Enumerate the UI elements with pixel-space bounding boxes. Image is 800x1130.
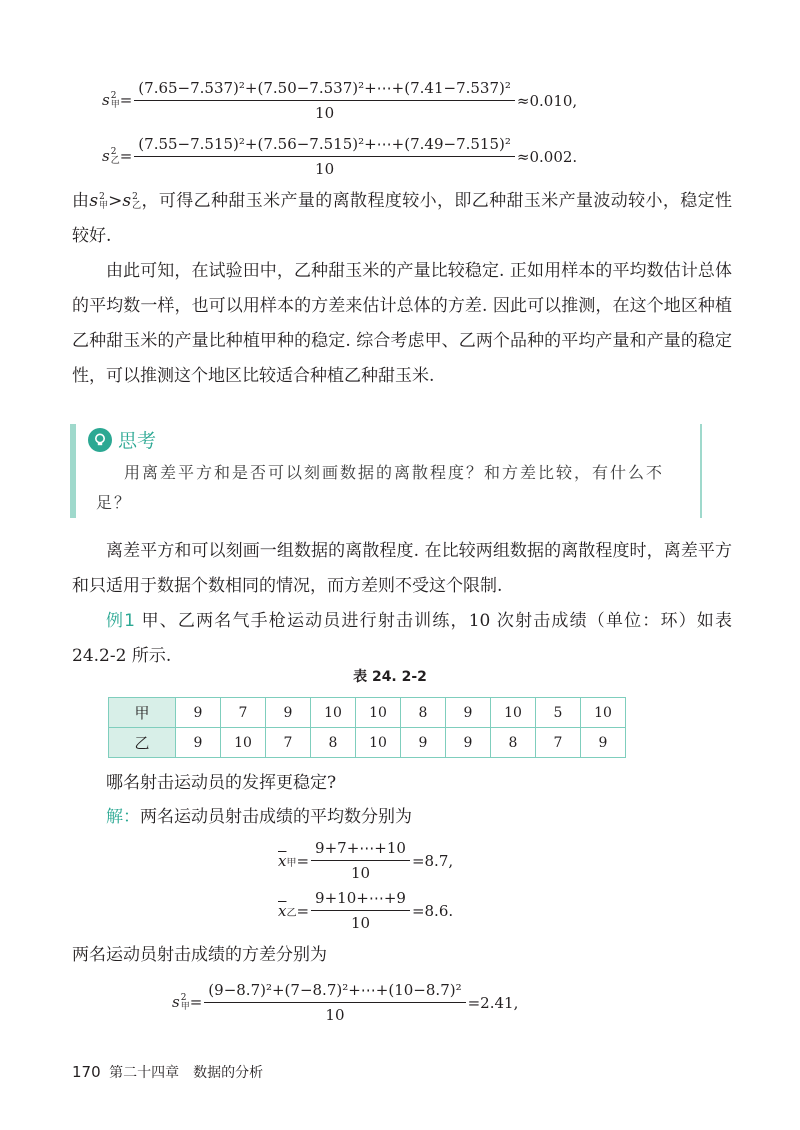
denominator: 10: [134, 156, 515, 179]
numerator: (7.65−7.537)²+(7.50−7.537)²+⋯+(7.41−7.537)²: [138, 79, 511, 97]
think-question: 用离差平方和是否可以刻画数据的离散程度？和方差比较，有什么不足？: [96, 463, 665, 512]
table-cell: 10: [581, 698, 626, 728]
answer-paragraph: 离差平方和可以刻画一组数据的离散程度. 在比较两组数据的离散程度时，离差平方和只适用于数据个数相同的情况，而方差则不受这个限制.: [72, 541, 732, 596]
subscript: 乙: [110, 156, 120, 166]
think-title: 思考: [118, 430, 157, 452]
lightbulb-icon: [88, 428, 112, 452]
formula-symbol: s: [102, 147, 110, 165]
chapter-title: 第二十四章 数据的分析: [109, 1065, 264, 1081]
equals-sign: =: [189, 993, 203, 1011]
solution-label: 解：: [106, 807, 140, 827]
solution-text: 两名运动员射击成绩的平均数分别为: [140, 807, 412, 827]
result: =8.6.: [411, 901, 454, 920]
question-text: 哪名射击运动员的发挥更稳定?: [106, 773, 337, 793]
page-footer: [72, 1062, 263, 1082]
result: ≈0.010,: [516, 91, 578, 110]
table-cell: 10: [356, 728, 401, 758]
table-cell: 9: [266, 698, 311, 728]
table-cell: 10: [356, 698, 401, 728]
denominator: 10: [311, 910, 410, 933]
table-row: [109, 698, 626, 728]
formula-symbol: s: [102, 91, 110, 109]
equals-sign: =: [119, 91, 133, 109]
example-text: 甲、乙两名气手枪运动员进行射击训练，10 次射击成绩（单位：环）如表 24.2-2 所示.: [72, 611, 732, 666]
fraction: [313, 888, 408, 933]
subscript: 甲: [180, 1002, 190, 1012]
superscript: 2: [180, 993, 187, 1003]
table-cell: 9: [446, 698, 491, 728]
subscript: 乙: [286, 907, 297, 919]
row-header: 甲: [109, 698, 176, 728]
subscript: 甲: [286, 857, 297, 869]
denominator: 10: [311, 860, 410, 883]
denominator: 10: [204, 1002, 465, 1025]
fraction: [136, 78, 513, 123]
table-cell: 10: [311, 698, 356, 728]
page-number: 170: [72, 1063, 101, 1081]
superscript: 2: [110, 147, 117, 157]
table-cell: 9: [581, 728, 626, 758]
table-cell: 9: [176, 728, 221, 758]
scores-table: [108, 697, 626, 758]
formula-symbol: s: [172, 993, 180, 1011]
solution-paragraph: [72, 800, 732, 835]
table-cell: 8: [401, 698, 446, 728]
variance-intro: 两名运动员射击成绩的方差分别为: [72, 945, 327, 965]
table-cell: 7: [536, 728, 581, 758]
table-cell: 7: [266, 728, 311, 758]
formula-symbol: $\overline{x}$: [278, 901, 287, 920]
formula-mean-yi: [278, 888, 453, 933]
formula-symbol: $\overline{x}$: [278, 851, 287, 870]
table-cell: 9: [176, 698, 221, 728]
equals-sign: =: [119, 147, 133, 165]
equals-sign: =: [296, 901, 310, 920]
superscript: 2: [110, 91, 117, 101]
table-cell: 5: [536, 698, 581, 728]
table-cell: 7: [221, 698, 266, 728]
formula-mean-jia: [278, 838, 453, 883]
subscript: 甲: [110, 100, 120, 110]
fraction: [206, 980, 463, 1025]
result: =2.41,: [467, 993, 519, 1012]
comparison-paragraph: 由s 2 甲 >s 2 乙 ，可得乙种甜玉米产量的离散程度较小，即乙种甜玉米产量波动较小，稳定性较好.: [72, 191, 733, 246]
formula-variance-shooter-jia: [172, 980, 518, 1025]
numerator: 9+10+⋯+9: [315, 889, 406, 907]
table-row: [109, 728, 626, 758]
formula-variance-yi: [102, 134, 577, 179]
row-header: 乙: [109, 728, 176, 758]
equals-sign: =: [296, 851, 310, 870]
table-caption: 表 24. 2-2: [353, 669, 427, 685]
table-cell: 10: [491, 698, 536, 728]
numerator: 9+7+⋯+10: [315, 839, 406, 857]
think-box: [70, 424, 702, 518]
example-label: 例1: [106, 611, 135, 631]
example-paragraph: [72, 604, 732, 674]
fraction: [313, 838, 408, 883]
formula-variance-jia: [102, 78, 577, 123]
table-cell: 9: [401, 728, 446, 758]
table-cell: 9: [446, 728, 491, 758]
table-cell: 8: [491, 728, 536, 758]
numerator: (9−8.7)²+(7−8.7)²+⋯+(10−8.7)²: [208, 981, 462, 999]
denominator: 10: [134, 100, 515, 123]
fraction: [136, 134, 513, 179]
table-cell: 10: [221, 728, 266, 758]
numerator: (7.55−7.515)²+(7.56−7.515)²+⋯+(7.49−7.515)²: [138, 135, 511, 153]
result: =8.7,: [411, 851, 454, 870]
result: ≈0.002.: [516, 147, 578, 166]
conclusion-paragraph: 由此可知，在试验田中，乙种甜玉米的产量比较稳定. 正如用样本的平均数估计总体的平均数一样，也可以用样本的方差来估计总体的方差. 因此可以推测，在这个地区种植乙种甜玉米的产量比种植甲种的稳定. 综合考虑甲、乙两个品种的平均产量和产量的稳定性，可以推测这个地区比较适合种植乙种甜玉米.: [72, 261, 732, 386]
table-cell: 8: [311, 728, 356, 758]
